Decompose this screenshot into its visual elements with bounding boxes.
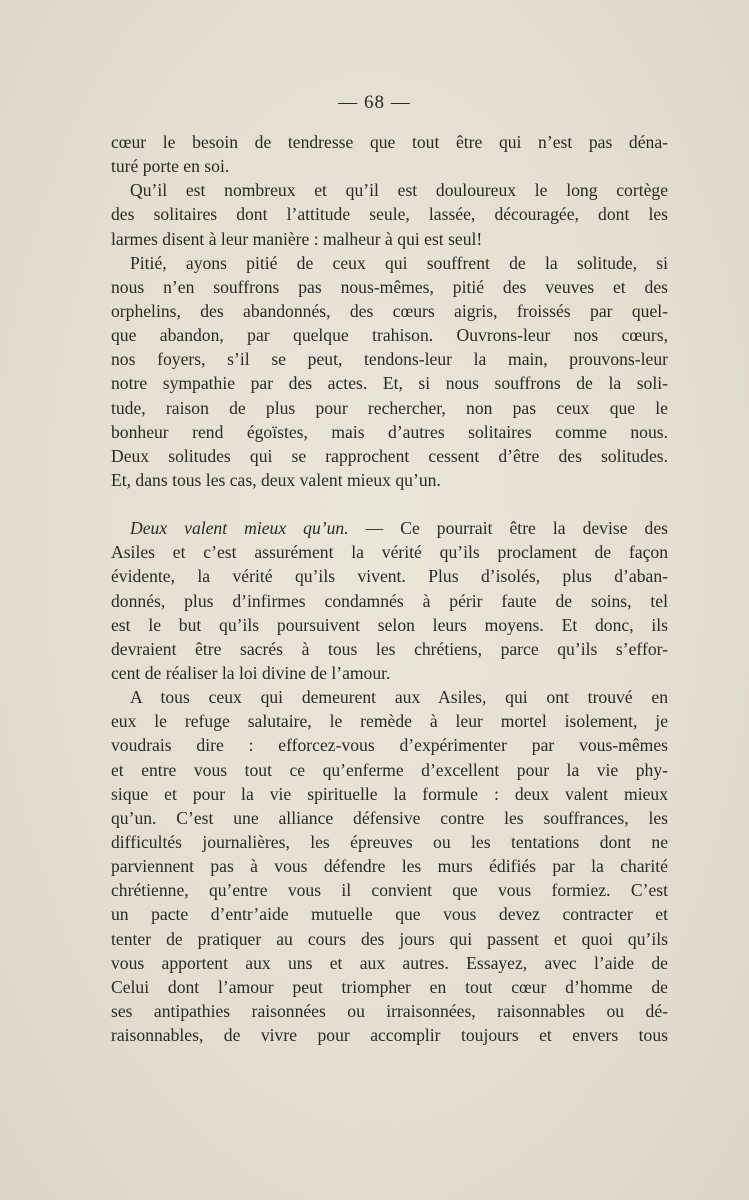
text-line: est le but qu’ils poursuivent selon leurs moyens. Et donc, ils <box>111 614 668 635</box>
text-line: chrétienne, qu’entre vous il convient que vous formiez. C’est <box>111 880 668 901</box>
text-line: que abandon, par quelque trahison. Ouvrons-leur nos cœurs, <box>111 325 668 346</box>
text-line: orphelins, des abandonnés, des cœurs aigris, froissés par quel- <box>111 300 668 321</box>
paragraph <box>111 130 668 178</box>
text-line: cœur le besoin de tendresse que tout être qui n’est pas déna- <box>111 132 668 152</box>
text-line: et entre vous tout ce qu’enferme d’excellent pour la vie phy- <box>111 759 668 780</box>
paragraph <box>111 178 668 250</box>
text-line: qu’un. C’est une alliance défensive contre les souffrances, les <box>111 807 668 828</box>
text-line: Asiles et c’est assurément la vérité qu’ils proclament de façon <box>111 542 668 563</box>
text-line: nous n’en souffrons pas nous-mêmes, pitié des veuves et des <box>111 276 668 297</box>
text-line: devraient être sacrés à tous les chrétiens, parce qu’ils s’effor- <box>111 638 668 659</box>
text-line: donnés, plus d’infirmes condamnés à périr faute de soins, tel <box>111 590 668 611</box>
paragraph <box>111 251 668 492</box>
text-line: des solitaires dont l’attitude seule, lassée, découragée, dont les <box>111 204 668 225</box>
italic-lead: Deux valent mieux qu’un. <box>130 518 349 539</box>
text-line: bonheur rend égoïstes, mais d’autres solitaires comme nous. <box>111 421 668 442</box>
text-line: cent de réaliser la loi divine de l’amour. <box>111 662 391 683</box>
text-line: notre sympathie par des actes. Et, si nous souffrons de la soli- <box>111 373 668 394</box>
text-line: sique et pour la vie spirituelle la formule : deux valent mieux <box>111 783 668 804</box>
text-line: évidente, la vérité qu’ils vivent. Plus d’isolés, plus d’aban- <box>111 566 668 587</box>
paragraph <box>111 685 668 1047</box>
text-line: Celui dont l’amour peut triompher en tout cœur d’homme de <box>111 976 668 997</box>
text-line: Pitié, ayons pitié de ceux qui souffrent de la solitude, si <box>130 252 668 273</box>
section-break <box>111 492 668 516</box>
text-line: parviennent pas à vous défendre les murs édifiés par la charité <box>111 856 668 877</box>
text-line: voudrais dire : efforcez-vous d’expérimenter par vous-mêmes <box>111 735 668 756</box>
text-line: eux le refuge salutaire, le remède à leur mortel isolement, je <box>111 711 668 732</box>
text-line: un pacte d’entr’aide mutuelle que vous devez contracter et <box>111 904 668 925</box>
text-line: nos foyers, s’il se peut, tendons-leur la main, prouvons-leur <box>111 349 668 370</box>
text-line: ses antipathies raisonnées ou irraisonnées, raisonnables ou dé- <box>111 1000 668 1021</box>
text-line: tude, raison de plus pour rechercher, non pas ceux que le <box>111 397 668 418</box>
text-line: tenter de pratiquer au cours des jours qui passent et quoi qu’ils <box>111 928 668 949</box>
text-line: larmes disent à leur manière : malheur à qui est seul! <box>111 228 483 249</box>
text-line: Et, dans tous les cas, deux valent mieux qu’un. <box>111 469 441 490</box>
text-line <box>111 516 668 540</box>
text-line: difficultés journalières, les épreuves ou les tentations dont ne <box>111 831 668 852</box>
line-continuation: — Ce pourrait être la devise des <box>348 518 668 539</box>
text-line: vous apportent aux uns et aux autres. Essayez, avec l’aide de <box>111 952 668 973</box>
text-line: raisonnables, de vivre pour accomplir toujours et envers tous <box>111 1025 668 1046</box>
text-line: Deux solitudes qui se rapprochent cessent d’être des solitudes. <box>111 445 668 466</box>
page-number: — 68 — <box>338 92 411 113</box>
text-line: A tous ceux qui demeurent aux Asiles, qui ont trouvé en <box>130 687 668 708</box>
body-text <box>111 130 668 1047</box>
text-line: turé porte en soi. <box>111 156 230 177</box>
paragraph <box>111 516 668 685</box>
text-line: Qu’il est nombreux et qu’il est douloureux le long cortège <box>130 180 668 201</box>
